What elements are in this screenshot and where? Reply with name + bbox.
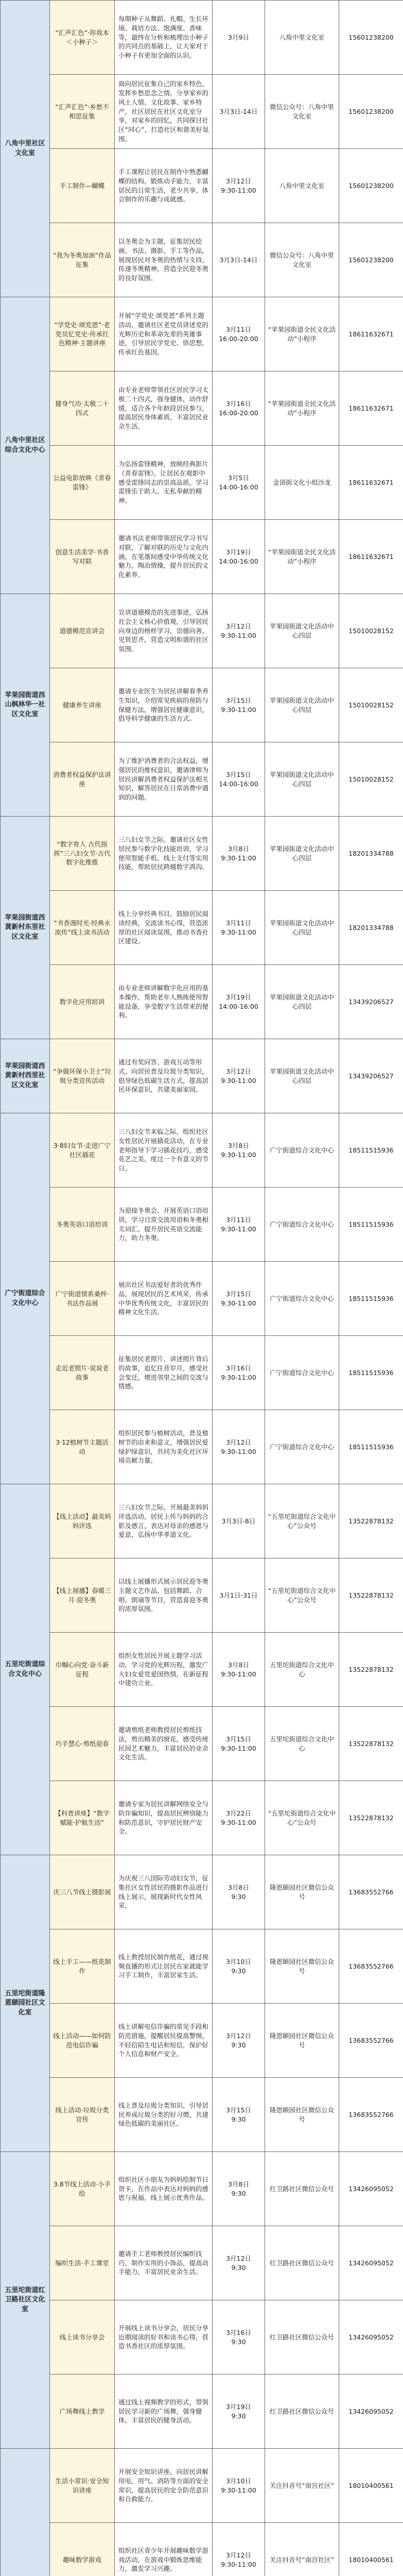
activity-time: 14:00-16:00 [219,1002,258,1010]
activity-description-cell: 手工课程让居民在制作中熟悉蝴蝶的结构，锻炼动手能力，丰富居民的日常生活，老少共享、体会制作的乐趣与成就感。 [115,149,213,223]
activity-venue-cell: 微信公众号：八角中里文化室 [265,223,339,297]
activity-date-cell [213,2523,265,2576]
activity-time: 9:30-11:00 [221,928,256,936]
activity-date-cell [213,75,265,149]
activity-name-cell: 3·8妇女节·走进广宁社区插花 [50,1113,115,1188]
activity-venue-cell: 隆恩颐园社区微信公众号 [265,2078,339,2152]
activity-time: 9:30-11:00 [221,1225,256,1233]
activity-date-cell [213,668,265,742]
activity-row [1,75,403,149]
activity-venue-cell: 广宁街道综合文化中心 [265,1262,339,1336]
activity-description-cell: 邀请专业医生为居民讲解春季养生知识，介绍常见疾病的预防与保健方法，增强居民健康意识，倡导科学健康的生活方式。 [115,668,213,742]
activity-row [1,1,403,75]
activity-date-cell [213,1929,265,2004]
contact-phone-cell: 13426095052 [339,2152,403,2226]
activity-description-cell: 由专业老师带领社区居民学习太极二十四式，强身健体，动作舒缓，适合各个年龄段居民参与，提高居民身体素质，丰富居民业余生活。 [115,371,213,446]
activity-row [1,371,403,446]
activity-date: 3月5日 [228,473,249,482]
activity-date-cell [213,1336,265,1410]
activity-row [1,742,403,817]
activity-venue-cell: 隆恩颐园社区微信公众号 [265,1855,339,1929]
activity-description-cell: 通过有奖问答、游戏互动等形式，向居民普及垃圾分类知识，倡导绿色低碳生活方式，提高居民环保意识，共建美丽家园。 [115,1039,213,1113]
activity-venue-cell: 苹果园街道文化活动中心四层 [265,742,339,817]
activity-name-cell: 【线上展播】春暖三月·迎冬奥 [50,1558,115,1633]
activity-description-cell: 线上分享经典书目，鼓励居民阅读经典，交流读书心得，营造浓厚的社区阅读氛围，推动书香社区建设。 [115,891,213,965]
activity-row [1,1188,403,1262]
organizer-cell: 苹果园街道西黄新村西里社区文化室 [1,1039,50,1113]
organizer-cell: 苹果园街道西山枫林华一社区文化室 [1,594,50,817]
activity-date: 3月8日 [228,2180,249,2188]
activity-time: 16:00-20:00 [219,334,258,343]
activity-date-cell [213,1039,265,1113]
contact-phone-cell: 13426095052 [339,2375,403,2449]
activity-name-cell: 3.8节线上活动·小手绘 [50,2152,115,2226]
activity-date-cell [213,1781,265,1855]
activity-time: 9:30-11:00 [221,186,256,194]
activity-date-cell [213,594,265,668]
activity-venue-cell: 广宁街道综合文化中心 [265,1410,339,1484]
activity-date: 3月10日 [226,1957,251,1965]
activity-name-cell: 趣味数学游戏 [50,2523,115,2576]
contact-phone-cell: 13439206527 [339,1039,403,1113]
activity-description-cell: 组织女性居民开展主题学习活动，学习党的光辉历程，激发广大妇女爱党爱国热情，在新征程中建功立业。 [115,1633,213,1707]
organizer-cell: 五里坨街道红卫路社区文化室 [1,2152,50,2449]
activity-name-cell: 数字化应用培训 [50,965,115,1039]
contact-phone-cell: 13522878132 [339,1781,403,1855]
activity-date-cell [213,2004,265,2078]
activity-date-cell [213,1855,265,1929]
activity-row [1,1336,403,1410]
activity-venue-cell: 五里坨街道综合文化中心 [265,1633,339,1707]
organizer-cell: 广宁街道综合文化中心 [1,1113,50,1484]
activity-time: 9:30-11:00 [221,1818,256,1826]
activity-description-cell: 宣讲道德模范的先进事迹，弘扬社会主义核心价值观，引导居民向身边的榜样学习，崇德向善、见贤思齐，营造文明和谐的社区氛围。 [115,594,213,668]
activity-time: 9:30 [231,2337,246,2346]
activity-date-cell [213,1410,265,1484]
activity-date: 3月8日 [228,1883,249,1891]
activity-date: 3月16日 [226,1364,251,1372]
activity-name-cell: 巧手慧心·剪纸迎春 [50,1707,115,1781]
contact-phone-cell: 13426095052 [339,2226,403,2300]
activity-row [1,1262,403,1336]
activity-description-cell: 为弘扬雷锋精神，放映经典影片《青春雷锋》，让居民在观影中感受雷锋同志的崇高品质，学习雷锋乐于助人、无私奉献的精神。 [115,446,213,520]
activity-row [1,1707,403,1781]
activity-venue-cell: 红卫路社区微信公众号 [265,2375,339,2449]
activity-description-cell: 以线上展播形式展示居民迎冬奥主题文艺作品，包括舞蹈、合唱、朗诵等节目，营造喜迎冬奥的浓厚氛围。 [115,1558,213,1633]
contact-phone-cell: 15601238200 [339,75,403,149]
activity-date: 3月15日 [226,1290,251,1298]
activity-name-cell: 【科普讲座】“数字赋能·护航生活” [50,1781,115,1855]
activity-venue-cell: 苹果园街道文化活动中心四层 [265,668,339,742]
activity-name-cell: 健身气功·太极二十四式 [50,371,115,446]
activity-time: 9:30-11:00 [221,2486,256,2494]
activity-date-cell [213,1262,265,1336]
activity-date: 3月15日 [226,1735,251,1743]
organizer-cell [1,2449,50,2576]
activity-date-cell [213,446,265,520]
activity-date: 3月11日 [226,1215,251,1224]
activity-venue-cell: 苹果园街道文化活动中心四层 [265,817,339,891]
contact-phone-cell: 15010028152 [339,668,403,742]
contact-phone-cell: 13522878132 [339,1633,403,1707]
activity-date: 3月16日 [226,399,251,408]
contact-phone-cell: 15601238200 [339,149,403,223]
activity-time: 16:00-20:00 [219,409,258,417]
activity-venue-cell: 红卫路社区微信公众号 [265,2300,339,2375]
activity-venue-cell: 金顶街文化小组沙龙 [265,446,339,520]
activity-date-cell [213,149,265,223]
activity-description-cell: 邀请专家为居民讲解网络安全与防诈骗知识，提高居民辨别能力和防范意识，守护居民财产安全。 [115,1781,213,1855]
activity-date-cell [213,1188,265,1262]
contact-phone-cell: 18511515936 [339,1410,403,1484]
activity-venue-cell: 苹果园街道文化活动中心四层 [265,965,339,1039]
contact-phone-cell: 18511515936 [339,1336,403,1410]
activity-venue-cell: 红卫路社区微信公众号 [265,2226,339,2300]
activity-date-cell [213,817,265,891]
activity-time: 9:30-11:00 [221,1744,256,1752]
activity-description-cell: 通过线上视频教学的形式，带领居民学习新的广场舞，强身健体，丰富居民的健身活动。 [115,2375,213,2449]
activity-row [1,891,403,965]
activity-row [1,594,403,668]
activity-venue-cell: “苹果园街道全民文化活动”小程序 [265,297,339,371]
activity-name-cell: “学党史·颂党恩”·老党员忆党史·传承红色精神·主题讲座 [50,297,115,371]
activity-description-cell: 邀请书法老师带领居民学习书写对联，了解对联的历史与文化内涵，在笔墨间感受中华传统文化魅力，陶冶情操，提升居民的文化素养。 [115,520,213,594]
activity-time: 14:00-16:00 [219,483,258,491]
activity-row [1,1633,403,1707]
activity-description-cell: 三八妇女节之际，开展最美妈妈评选活动，居民上传与妈妈的合影及感言，表达对母亲的感恩与爱意，弘扬中华孝道文化。 [115,1484,213,1558]
activity-date-cell [213,1484,265,1558]
activity-time: 9:30-11:00 [221,2560,256,2568]
activity-date: 3月16日 [226,2328,251,2336]
activity-venue-cell: 隆恩颐园社区微信公众号 [265,1929,339,2004]
activity-date: 3月3日-14日 [219,107,258,115]
activity-date: 3月12日 [226,2551,251,2559]
contact-phone-cell: 18201334788 [339,891,403,965]
activity-name-cell: 健康养生讲座 [50,668,115,742]
activity-date: 3月11日 [226,919,251,927]
contact-phone-cell: 13522878132 [339,1707,403,1781]
activity-description-cell: 为了维护消费者的合法权益，增强居民的维权意识，邀请律师为居民讲解消费者权益保护法相关知识，解答居民在日常消费中遇到的问题。 [115,742,213,817]
activity-date-cell [213,891,265,965]
activity-date: 3月19日 [226,993,251,1001]
activity-date-cell [213,371,265,446]
activity-row [1,1558,403,1633]
activity-description-cell: 开展“学党史 颂党恩”系列主题活动，邀请社区老党员讲述党的光辉历史和革命先辈的英雄事迹，引导居民学党史、悟思想，传承红色基因。 [115,297,213,371]
activity-venue-cell: 苹果园街道文化活动中心四层 [265,891,339,965]
activity-time: 9:30-11:00 [221,1447,256,1455]
activity-name-cell: “争做环保小卫士”垃圾分类宣传活动 [50,1039,115,1113]
activity-row [1,1410,403,1484]
activity-name-cell: 庆三八节线上摄影展 [50,1855,115,1929]
activity-description-cell: 面向居民征集自己的家乡特色，发挥乡愁思念之情。分享家乡的风土人情、文化故事、家乡特产，社区居民在社区文化室分享，对家乡的回忆，共同探讨社区“同心”，打造社区和谐美好氛围。 [115,75,213,149]
activity-row [1,2152,403,2226]
contact-phone-cell: 18611632671 [339,371,403,446]
activity-row [1,2375,403,2449]
activity-date: 3月12日 [226,1067,251,1075]
activity-description-cell: 征集居民老照片，讲述照片背后的故事，追忆往昔岁月，感受社会变迁，增进邻里之间的交流与情感。 [115,1336,213,1410]
activity-name-cell: “汇声汇色”·你我本＜小种子＞ [50,1,115,75]
activity-venue-cell: 关注抖音号“南宫社区” [265,2523,339,2576]
activity-name-cell: 消费者权益保护法讲座 [50,742,115,817]
activity-name-cell: 生活小常识·安全知识讲座 [50,2449,115,2523]
activity-venue-cell: 五里坨街道综合文化中心 [265,1707,339,1781]
contact-phone-cell: 13683552766 [339,1929,403,2004]
activity-description-cell: 线上普及垃圾分类知识，引导居民养成垃圾分类的好习惯，共建绿色低碳的美丽社区。 [115,2078,213,2152]
contact-phone-cell: 18010400561 [339,2523,403,2576]
activity-description-cell: 展出社区书法爱好者的优秀作品，展现居民的艺术风采，传承中华优秀传统文化，丰富居民的精神文化生活。 [115,1262,213,1336]
activity-date: 3月8日 [228,1141,249,1149]
activity-venue-cell: 苹果园街道文化活动中心四层 [265,594,339,668]
activity-venue-cell: “五里坨街道综合文化中心”公众号 [265,1558,339,1633]
activity-row [1,2004,403,2078]
activity-venue-cell: 广宁街道综合文化中心 [265,1336,339,1410]
activity-time: 9:30-11:00 [221,1299,256,1307]
activity-name-cell: 创意生活美学·书香写对联 [50,520,115,594]
activity-description-cell: 由专业老师讲解数字化应用的基本操作，帮助老年人熟练使用智能设备，享受数字生活带来的便利。 [115,965,213,1039]
activity-date: 3月11日 [226,325,251,333]
activity-description-cell: 每期种子从舞蹈、礼帽、生长环境、栽培方法、饱满度、香味等，最终在分析和梳理出小种子的共同点的基础上，让大家对于小种子有更加全面的认识。 [115,1,213,75]
activity-time: 9:30-11:00 [221,854,256,862]
activity-name-cell: “书香漫时光·经典永流传”线上读书活动 [50,891,115,965]
activity-venue-cell: 微信公众号：八角中里文化室 [265,75,339,149]
activity-date: 3月9日 [228,33,249,41]
activity-venue-cell: 隆恩颐园社区微信公众号 [265,2004,339,2078]
contact-phone-cell: 18611632671 [339,297,403,371]
organizer-cell: 八角中里社区文化室 [1,1,50,297]
activity-date: 3月8日 [228,844,249,853]
activity-row [1,2449,403,2523]
activity-date: 3月12日 [226,177,251,185]
activity-date-cell [213,965,265,1039]
contact-phone-cell: 13683552766 [339,1855,403,1929]
activity-date-cell [213,2449,265,2523]
activity-description-cell: 邀请手工老师教授居民编织技巧，制作实用的小饰品，提高动手能力，丰富居民业余生活。 [115,2226,213,2300]
activity-time: 9:30 [231,2412,246,2420]
activity-date-cell [213,1,265,75]
activity-name-cell: “数字育人 古代指挥”三八妇女节·古代数字化维推 [50,817,115,891]
activity-name-cell: 3·12植树节主题活动 [50,1410,115,1484]
activity-venue-cell: 关注抖音号“南宫社区” [265,2449,339,2523]
activity-name-cell: 线上活动·垃圾分类宣传 [50,2078,115,2152]
activity-description-cell: 以冬奥会为主题，征集居民绘画、书法、摄影、手工等作品，展现居民对冬奥的热情与支持，传递冬奥精神，营造全民迎冬奥的良好氛围。 [115,223,213,297]
contact-phone-cell: 18511515936 [339,1188,403,1262]
activity-row [1,520,403,594]
activity-date-cell [213,2078,265,2152]
activity-description-cell: 开展安全知识讲座，向居民讲解用电、用气、消防等方面的安全常识，提高居民的安全防范意识和自救能力。 [115,2449,213,2523]
activity-name-cell: 公益电影放映《青春雷锋》 [50,446,115,520]
activity-venue-cell: 红卫路社区微信公众号 [265,2152,339,2226]
contact-phone-cell: 13683552766 [339,2078,403,2152]
activity-date: 3月12日 [226,622,251,630]
contact-phone-cell: 13522878132 [339,1558,403,1633]
activity-date: 3月10日 [226,2477,251,2485]
activity-description-cell: 三八妇女节之际，邀请社区女性居民参与数字化技能培训，学习使用智能手机、线上支付等实用技能，帮助居民跨越数字鸿沟。 [115,817,213,891]
activity-row [1,668,403,742]
contact-phone-cell: 18511515936 [339,1262,403,1336]
contact-phone-cell: 15010028152 [339,742,403,817]
activity-venue-cell: 广宁街道综合文化中心 [265,1113,339,1188]
activity-date-cell [213,2300,265,2375]
activity-date: 3月12日 [226,2031,251,2040]
activity-date: 3月8日 [228,1660,249,1669]
activity-venue-cell: 广宁街道综合文化中心 [265,1188,339,1262]
activity-description-cell: 为庆祝三八国际劳动妇女节，征集社区女性居民的摄影作品进行线上展示，展现新时代女性风采。 [115,1855,213,1929]
activity-time: 9:30-11:00 [221,1670,256,1678]
activity-date: 3月15日 [226,2106,251,2114]
activity-date: 3月12日 [226,1438,251,1446]
activity-row [1,1929,403,2004]
activity-date-cell [213,297,265,371]
activity-date-cell [213,2375,265,2449]
activity-row [1,1113,403,1188]
contact-phone-cell: 13683552766 [339,2004,403,2078]
activity-venue-cell: 八角中里文化室 [265,1,339,75]
activity-name-cell: 手工制作—蝴蝶 [50,149,115,223]
activity-row [1,297,403,371]
activity-name-cell: 广场舞线上教学 [50,2375,115,2449]
activity-date-cell [213,2226,265,2300]
activity-row [1,817,403,891]
activity-description-cell: 组织社区青少年开展趣味数学游戏活动，在游戏中锻炼思维能力，激发学习兴趣。 [115,2523,213,2576]
activity-date-cell [213,520,265,594]
contact-phone-cell: 15601238200 [339,223,403,297]
activity-name-cell: “汇声汇色”·乡愁不相思征集 [50,75,115,149]
activity-description-cell: 开展线上读书分享会，居民分享近期阅读的好书和读书心得，营造书香社区的浓厚氛围。 [115,2300,213,2375]
activity-description-cell: 邀请剪纸老师教授居民剪纸技法，剪出精美的窗花，感受传统民间艺术魅力，丰富居民的业余文化生活。 [115,1707,213,1781]
activity-time: 9:30-11:00 [221,1076,256,1084]
activity-description-cell: 线上教授居民制作纸花，通过视频直播的形式让居民在家就能学习手工制作，丰富居家生活。 [115,1929,213,2004]
contact-phone-cell: 13426095052 [339,2300,403,2375]
activity-date: 3月15日 [226,696,251,704]
activity-date-cell [213,2152,265,2226]
activity-row [1,1855,403,1929]
activity-row [1,223,403,297]
organizer-cell: 苹果园街道西黄新村东里社区文化室 [1,817,50,1039]
activity-time: 9:30 [231,2041,246,2049]
activity-venue-cell: 八角中里文化室 [265,149,339,223]
activity-date: 3月15日 [226,770,251,778]
activity-row [1,2226,403,2300]
activity-row [1,1484,403,1558]
activity-date: 3月1日-31日 [219,1591,258,1599]
activity-description-cell: 组织居民参与植树活动，普及植树节的由来和意义，增强居民爱绿护绿意识，共同为美化社区环境贡献力量。 [115,1410,213,1484]
contact-phone-cell: 13522878132 [339,1484,403,1558]
organizer-cell: 八角中里社区综合文化中心 [1,297,50,594]
contact-phone-cell: 18611632671 [339,520,403,594]
activity-row [1,2078,403,2152]
activity-name-cell: 线上手工——纸花制作 [50,1929,115,2004]
activity-date-cell [213,1113,265,1188]
activity-time: 14:00-16:00 [219,779,258,788]
activity-name-cell: 线上活动——如何防范电信诈骗 [50,2004,115,2078]
activity-date-cell [213,1633,265,1707]
activity-table-body [1,1,403,2576]
activity-date-cell [213,223,265,297]
activity-name-cell: 走近老照片·说说老故事 [50,1336,115,1410]
activity-name-cell: 道德模范宣讲会 [50,594,115,668]
activity-date: 3月12日 [226,2254,251,2262]
activity-name-cell: 广宁街道情系桑梓·书法作品展 [50,1262,115,1336]
activity-name-cell: 冬奥英语口语培训 [50,1188,115,1262]
activity-description-cell: 三八妇女节来临之际，组织社区女性居民开展插花活动，在专业老师指导下学习插花技巧，感受花艺之美，度过一个有意义的节日。 [115,1113,213,1188]
activity-time: 9:30 [231,1967,246,1975]
activity-time: 9:30-11:00 [221,705,256,714]
contact-phone-cell: 15010028152 [339,594,403,668]
activity-row [1,1781,403,1855]
contact-phone-cell: 13439206527 [339,965,403,1039]
activity-description-cell: 为迎接冬奥会，开展英语口语培训，学习日常交流用语和冬奥相关词汇，提升居民英语交流能力，助力冬奥。 [115,1188,213,1262]
activity-description-cell: 组织社区小朋友为妈妈绘制节日贺卡，在作品中表达对妈妈的感恩与祝福，线上展示优秀作品。 [115,2152,213,2226]
organizer-cell: 五里坨街道综合文化中心 [1,1484,50,1855]
activity-name-cell: 【线上活动】最美妈妈评选 [50,1484,115,1558]
activity-date-cell [213,1558,265,1633]
activity-time: 9:30 [231,2263,246,2272]
contact-phone-cell: 15601238200 [339,1,403,75]
activity-row [1,446,403,520]
activity-date: 3月19日 [226,2402,251,2411]
activity-time: 9:30-11:00 [221,1373,256,1381]
activity-date: 3月22日 [226,1809,251,1817]
activity-date: 3月3日-8日 [221,1517,256,1525]
contact-phone-cell: 18010400561 [339,2449,403,2523]
contact-phone-cell: 18611632671 [339,446,403,520]
activity-venue-cell: “五里坨街道综合文化中心”公众号 [265,1781,339,1855]
activity-row [1,1039,403,1113]
activity-date-cell [213,742,265,817]
activity-time: 9:30 [231,2189,246,2197]
activity-time: 9:30 [231,2115,246,2123]
activity-time: 14:00-16:00 [219,557,258,565]
activity-row [1,2300,403,2375]
activity-row [1,149,403,223]
organizer-cell: 五里坨街道隆恩颐园社区文化室 [1,1855,50,2152]
activity-time: 9:30 [231,1892,246,1901]
activity-description-cell: 线上讲解电信诈骗的常见手段和防范措施，提醒居民提高警惕，不轻信陌生电话和短信，保护好个人信息和财产安全。 [115,2004,213,2078]
activity-row [1,965,403,1039]
activity-time: 9:30-11:00 [221,1150,256,1159]
activity-time: 9:30-11:00 [221,631,256,639]
activity-row [1,2523,403,2576]
activity-venue-cell: “五里坨街道综合文化中心”公众号 [265,1484,339,1558]
activity-date-cell [213,1707,265,1781]
activity-name-cell: 巾帼心向党·奋斗新征程 [50,1633,115,1707]
activity-name-cell: 编织生活·手工课堂 [50,2226,115,2300]
activity-date: 3月3日-14日 [219,256,258,264]
contact-phone-cell: 18511515936 [339,1113,403,1188]
activity-name-cell: “我为冬奥加油”作品征集 [50,223,115,297]
contact-phone-cell: 18201334788 [339,817,403,891]
activity-date: 3月19日 [226,548,251,556]
activity-venue-cell: “苹果园街道全民文化活动”小程序 [265,520,339,594]
activity-venue-cell: 苹果园街道文化活动中心四层 [265,1039,339,1113]
activity-venue-cell: “苹果园街道全民文化活动”小程序 [265,371,339,446]
activity-name-cell: 线上读书分享会 [50,2300,115,2375]
